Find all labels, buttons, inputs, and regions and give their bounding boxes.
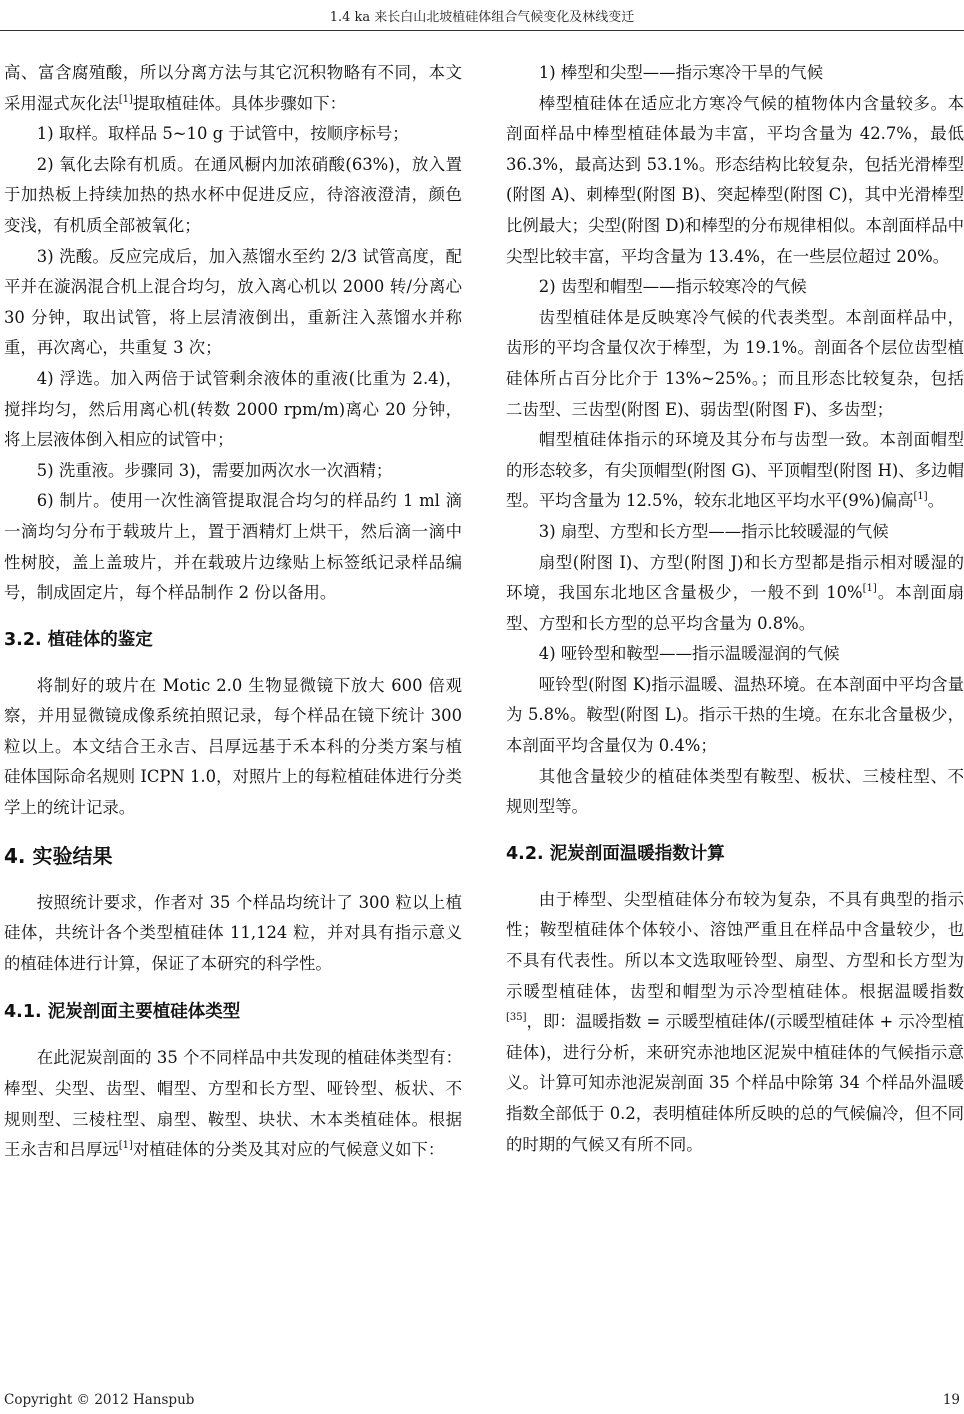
text: 对植硅体的分类及其对应的气候意义如下：: [132, 1140, 445, 1160]
paragraph-4: 按照统计要求，作者对 35 个样品均统计了 300 粒以上植硅体，共统计各个类型植硅体 11,124 粒，并对具有指示意义的植硅体进行计算，保证了本研究的科学性。: [4, 892, 462, 973]
subheading-4: 4) 哑铃型和鞍型——指示温暖湿润的气候: [538, 644, 840, 664]
citation-ref: [1]: [118, 93, 133, 105]
step-2: 2) 氧化去除有机质。在通风橱内加浓硝酸(63%)，放入置于加热板上持续加热的热水杯中促进反应，待溶液澄清，颜色变浅，有机质全部被氧化；: [4, 154, 462, 235]
paragraph-tooth: 齿型植硅体是反映寒冷气候的代表类型。本剖面样品中，齿形的平均含量仅次于棒型，为 19.1%。剖面各个层位齿型植硅体所占百分比介于 13%~25%。；而且形态比较复杂，包括二齿型、三齿型(附图 E)、弱齿型(附图 F)、多齿型；: [506, 307, 964, 419]
paragraph-fan-square: [506, 548, 964, 640]
subheading-2: 2) 齿型和帽型——指示较寒冷的气候: [538, 277, 807, 297]
subheading-1: 1) 棒型和尖型——指示寒冷干旱的气候: [538, 63, 824, 82]
left-column: [4, 58, 462, 1166]
subheading-3: 3) 扇型、方型和长方型——指示比较暖湿的气候: [538, 521, 889, 541]
step-1: 1) 取样。取样品 5~10 g 于试管中，按顺序标号；: [36, 124, 409, 144]
text: 由于棒型、尖型植硅体分布较为复杂，不具有典型的指示性；鞍型植硅体个体较小、溶蚀严重且在样品中含量较少，也不具有代表性。所以本文选取哑铃型、扇型、方型和长方型为示暖型植硅体，齿型和帽型为示冷型植硅体。根据温暖指数: [506, 889, 964, 1001]
text: 高、富含腐殖酸，所以分离方法与其它沉积物略有不同，本文采用湿式灰化法: [4, 63, 462, 113]
citation-ref: [1]: [913, 491, 928, 503]
citation-ref: [35]: [506, 1012, 527, 1024]
footer-copyright: Copyright © 2012 Hanspub: [4, 1392, 195, 1408]
heading-4: 4. 实验结果: [4, 843, 113, 868]
step-4: 4) 浮选。加入两倍于试管剩余液体的重液(比重为 2.4)，搅拌均匀，然后用离心机(转数 2000 rpm/m)离心 20 分钟，将上层液体倒入相应的试管中；: [4, 368, 462, 450]
heading-3-2: 3.2. 植硅体的鉴定: [4, 629, 153, 650]
paragraph-other-types: 其他含量较少的植硅体类型有鞍型、板状、三棱柱型、不规则型等。: [506, 766, 964, 817]
right-column: [506, 58, 964, 1160]
heading-4-1: 4.1. 泥炭剖面主要植硅体类型: [4, 1002, 241, 1023]
text: 提取植硅体。具体步骤如下：: [132, 93, 346, 113]
step-6: 6) 制片。使用一次性滴管提取混合均匀的样品约 1 ml 滴一滴均匀分布于载玻片上，置于酒精灯上烘干，然后滴一滴中性树胶，盖上盖玻片，并在载玻片边缘贴上标签纸记录样品编号，制成固定片，每个样品制作 2 份以备用。: [4, 491, 462, 603]
text: 。: [927, 491, 945, 511]
citation-ref: [1]: [862, 583, 877, 595]
footer-page-number: 19: [942, 1392, 960, 1408]
text: 。本剖面扇型、方型和长方型的总平均含量为 0.8%。: [506, 583, 964, 633]
header-rule: [0, 30, 964, 31]
text: ，即：温暖指数 = 示暖型植硅体/(示暖型植硅体 + 示冷型植硅体)，进行分析，来研究赤池地区泥炭中植硅体的气候指示意义。计算可知赤池泥炭剖面 35 个样品中除第 34 个样品外温暖指数全部低于 0.2，表明植硅体所反映的总的气候偏冷，但不同的时期的气候又有所不同。: [506, 1012, 964, 1154]
paragraph-hat: [506, 425, 964, 517]
citation-ref: [1]: [118, 1140, 133, 1152]
text: 在此泥炭剖面的 35 个不同样品中共发现的植硅体类型有：棒型、尖型、齿型、帽型、方型和长方型、哑铃型、板状、不规则型、三棱柱型、扇型、鞍型、块状、木本类植硅体。根据王永吉和吕厚远: [4, 1048, 462, 1160]
paragraph-dumbbell-saddle: 哑铃型(附图 K)指示温暖、温热环境。在本剖面中平均含量为 5.8%。鞍型(附图 L)。指示干热的生境。在东北含量极少，本剖面平均含量仅为 0.4%；: [506, 674, 964, 756]
step-5: 5) 洗重液。步骤同 3)，需要加两次水一次酒精；: [36, 460, 393, 480]
heading-4-2: 4.2. 泥炭剖面温暖指数计算: [506, 843, 725, 864]
paragraph-intro: [4, 58, 462, 119]
running-header: 1.4 ka 来长白山北坡植硅体组合气候变化及林线变迁: [329, 10, 635, 25]
paragraph-3-2: 将制好的玻片在 Motic 2.0 生物显微镜下放大 600 倍观察，并用显微镜成像系统拍照记录，每个样品在镜下统计 300 粒以上。本文结合王永吉、吕厚远基于禾本科的分类方案与植硅体国际命名规则 ICPN 1.0，对照片上的每粒植硅体进行分类学上的统计记录。: [4, 675, 462, 818]
text: 帽型植硅体指示的环境及其分布与齿型一致。本剖面帽型的形态较多，有尖顶帽型(附图 G)、平顶帽型(附图 H)、多边帽型。平均含量为 12.5%，较东北地区平均水平(9%)偏高: [506, 430, 964, 511]
step-3: 3) 洗酸。反应完成后，加入蒸馏水至约 2/3 试管高度，配平并在漩涡混合机上混合均匀，放入离心机以 2000 转/分离心 30 分钟，取出试管，将上层清液倒出，重新注入蒸馏水并称重，再次离心，共重复 3 次；: [4, 246, 462, 358]
paragraph-4-2: [506, 885, 964, 1160]
paragraph-4-1: [4, 1043, 462, 1165]
paragraph-rod-acute: 棒型植硅体在适应北方寒冷气候的植物体内含量较多。本剖面样品中棒型植硅体最为丰富，平均含量为 42.7%，最低 36.3%，最高达到 53.1%。形态结构比较复杂，包括光滑棒型(附图 A)、刺棒型(附图 B)、突起棒型(附图 C)，其中光滑棒型比例最大；尖型(附图 D)和棒型的分布规律相似。本剖面样品中尖型比较丰富，平均含量为 13.4%，在一些层位超过 20%。: [506, 93, 964, 266]
text: 扇型(附图 I)、方型(附图 J)和长方型都是指示相对暖湿的环境，我国东北地区含量极少，一般不到 10%: [506, 552, 964, 603]
